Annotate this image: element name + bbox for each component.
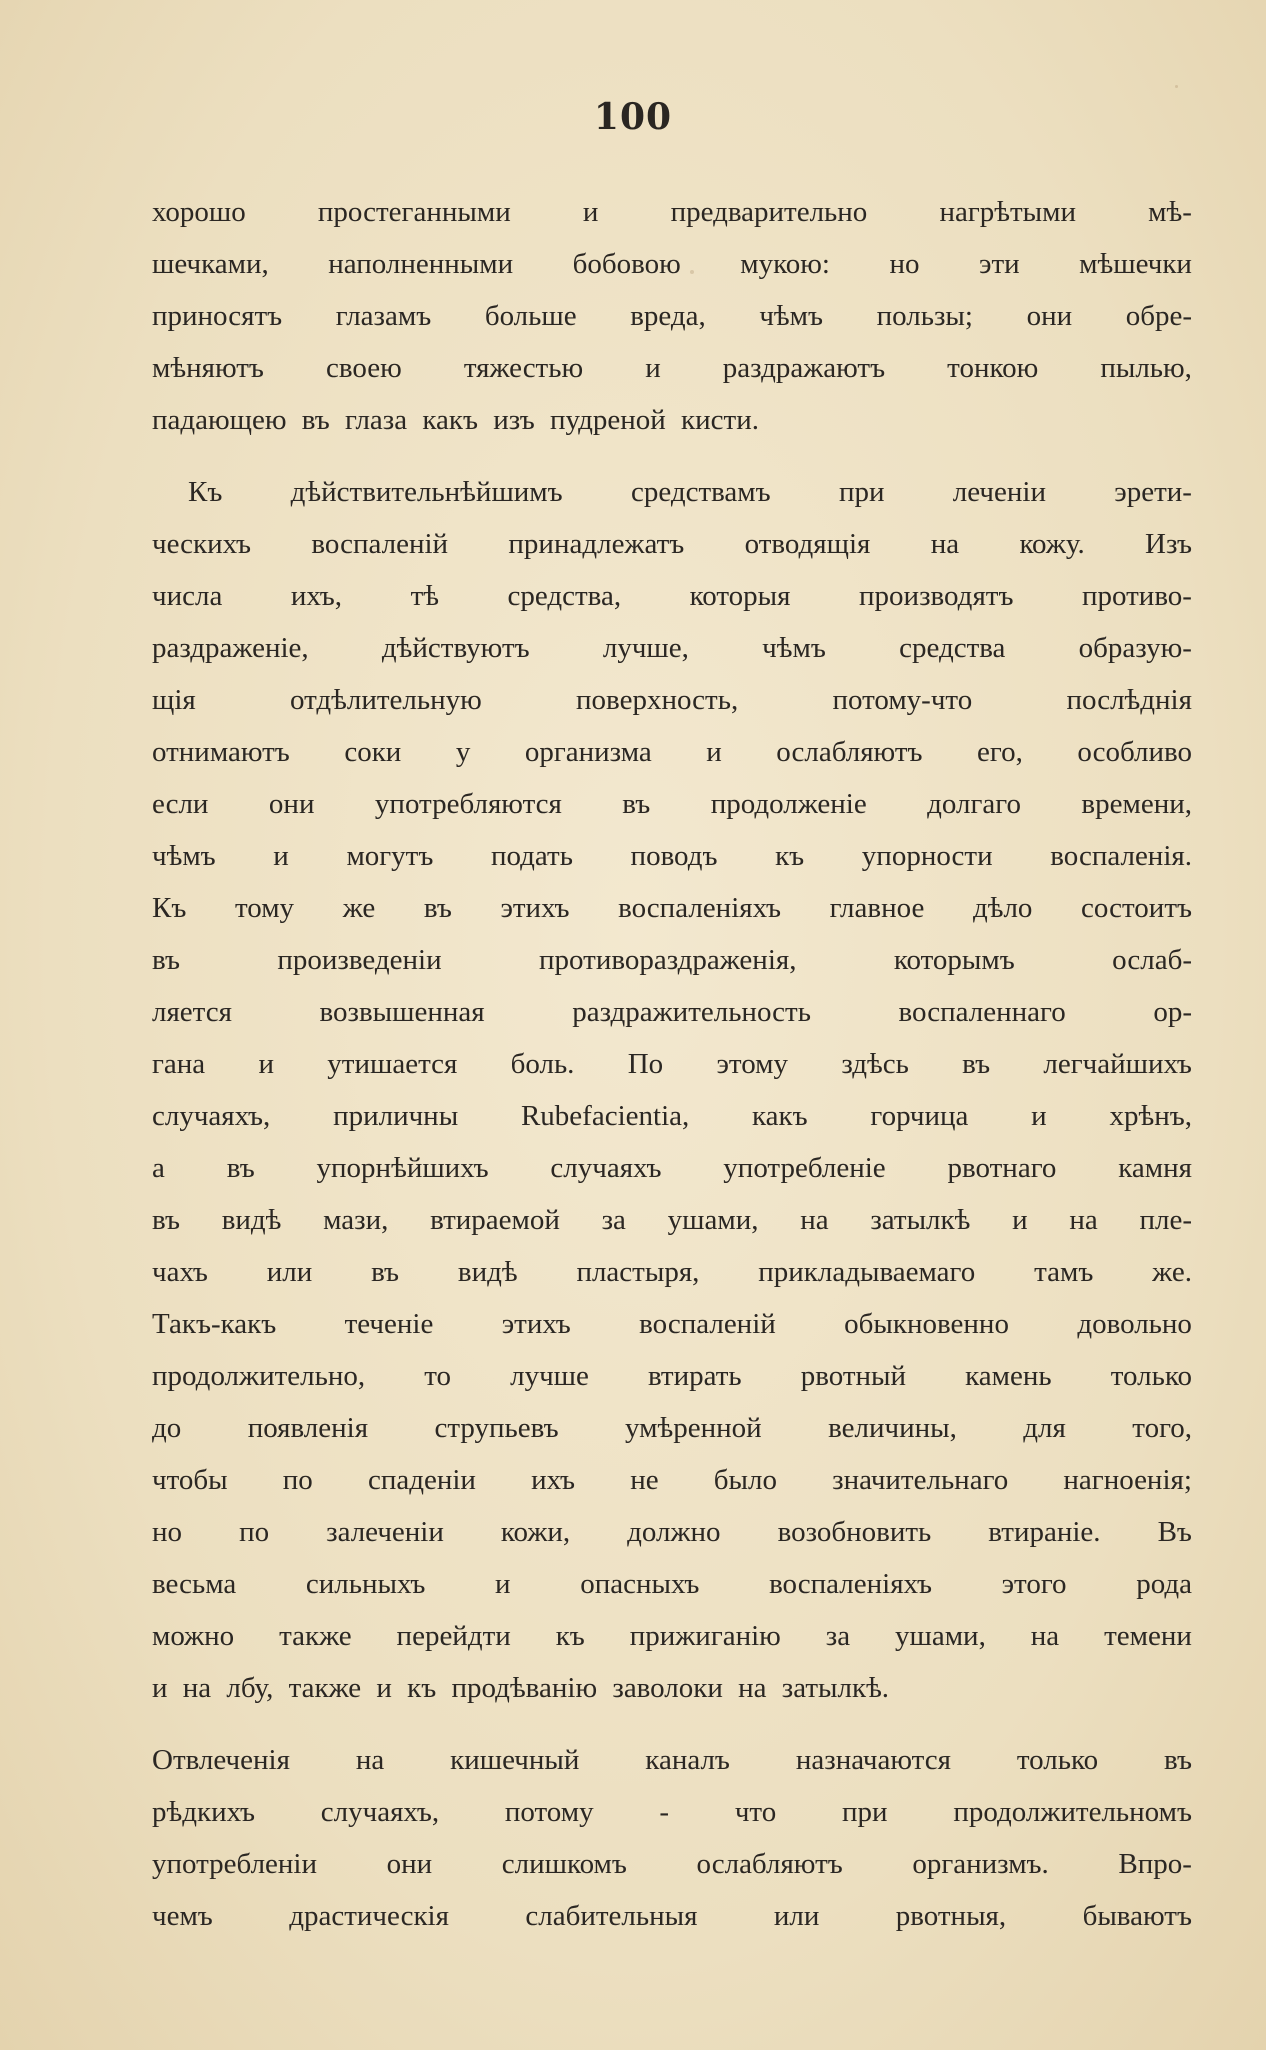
- word: или: [773, 1900, 820, 1932]
- word: появленія: [247, 1412, 369, 1444]
- word: мази,: [323, 1204, 389, 1236]
- word: этихъ: [501, 1308, 571, 1340]
- word: средства: [899, 632, 1006, 664]
- word: Впро-: [1118, 1848, 1192, 1880]
- word: отдѣлительную: [289, 684, 482, 716]
- word: тяжестью: [463, 352, 584, 384]
- word: кожу.: [1019, 528, 1085, 560]
- word: то: [424, 1360, 451, 1392]
- word: въ: [226, 1152, 255, 1184]
- word: сильныхъ: [305, 1568, 426, 1600]
- word: послѣднія: [1066, 684, 1192, 716]
- word: противораздраженія,: [539, 944, 797, 976]
- word: же.: [1152, 1256, 1192, 1288]
- word: чемъ: [152, 1900, 213, 1932]
- word: въ: [1164, 1744, 1192, 1776]
- text-line: [152, 622, 1192, 674]
- word: боль.: [510, 1048, 575, 1080]
- word: въ: [371, 1256, 400, 1288]
- word: по: [282, 1464, 313, 1496]
- word: употребленіе: [723, 1152, 886, 1184]
- word: темени: [1104, 1620, 1192, 1652]
- text-line: [152, 290, 1192, 342]
- word: воспаленій: [311, 528, 449, 560]
- word: чѣмъ: [152, 840, 216, 872]
- word: втираемой: [430, 1204, 560, 1236]
- text-line: [152, 830, 1192, 882]
- word: могутъ: [346, 840, 434, 872]
- word: Отвлеченія: [152, 1744, 290, 1776]
- word: поводъ: [630, 840, 718, 872]
- text-line: [152, 934, 1192, 986]
- word: прижиганію: [629, 1620, 781, 1652]
- word: они: [1026, 300, 1073, 332]
- word: употребленіи: [152, 1848, 318, 1880]
- word: рѣдкихъ: [152, 1796, 256, 1828]
- word: при: [842, 1796, 888, 1828]
- text-line: [152, 1610, 1192, 1662]
- word: пле-: [1139, 1204, 1192, 1236]
- word: -: [659, 1796, 670, 1828]
- word: на: [930, 528, 960, 560]
- word: и: [1031, 1100, 1047, 1132]
- paragraph-3: [152, 1734, 1192, 1942]
- word: втираніе.: [988, 1516, 1101, 1548]
- word: прикладываемаго: [758, 1256, 976, 1288]
- word: потому: [504, 1796, 594, 1828]
- word: обре-: [1125, 300, 1192, 332]
- word: которымъ: [893, 944, 1015, 976]
- word: мукою:: [740, 248, 830, 280]
- text-line: [152, 518, 1192, 570]
- word: организмъ.: [912, 1848, 1049, 1880]
- word: ихъ: [531, 1464, 576, 1496]
- word: своею: [325, 352, 402, 384]
- word: главное: [829, 892, 925, 924]
- word: продолжительномъ: [953, 1796, 1192, 1828]
- word: на: [355, 1744, 385, 1776]
- word: дѣйствительнѣйшимъ: [290, 476, 563, 508]
- text-line: [152, 1298, 1192, 1350]
- text-line: [152, 726, 1192, 778]
- word: средствамъ: [630, 476, 771, 508]
- word: употребляются: [374, 788, 562, 820]
- word: было: [713, 1464, 777, 1496]
- text-line: [152, 1786, 1192, 1838]
- paragraph-2: [152, 466, 1192, 1714]
- word: Такъ-какъ: [152, 1308, 277, 1340]
- word: при: [838, 476, 885, 508]
- text-line: [152, 1734, 1192, 1786]
- word: мѣшечки: [1079, 248, 1192, 280]
- word: Въ: [1157, 1516, 1192, 1548]
- word: этому: [716, 1048, 789, 1080]
- paper-speck: [1175, 85, 1178, 88]
- text-line: [152, 1350, 1192, 1402]
- text-line: [152, 186, 1192, 238]
- text-line: [152, 1090, 1192, 1142]
- word: и: [258, 1048, 274, 1080]
- word: этого: [1001, 1568, 1067, 1600]
- word: образую-: [1078, 632, 1192, 664]
- word: противо-: [1081, 580, 1192, 612]
- text-line: [152, 466, 1192, 518]
- word: хорошо: [152, 196, 246, 228]
- word: тонкою: [947, 352, 1039, 384]
- word: чахъ: [152, 1256, 208, 1288]
- word: драстическія: [289, 1900, 449, 1932]
- text-line: [152, 1402, 1192, 1454]
- word: наполненными: [328, 248, 514, 280]
- word: рвотныя,: [895, 1900, 1007, 1932]
- text-line: [152, 1038, 1192, 1090]
- text-line: [152, 1454, 1192, 1506]
- word: и: [495, 1568, 511, 1600]
- word: простеганными: [317, 196, 511, 228]
- word: перейдти: [396, 1620, 511, 1652]
- word: случаяхъ: [550, 1152, 662, 1184]
- word: подать: [490, 840, 573, 872]
- word: упорности: [861, 840, 993, 872]
- word: воспаленія.: [1050, 840, 1192, 872]
- word: за: [601, 1204, 626, 1236]
- word: воспаленнаго: [898, 996, 1066, 1028]
- word: поверхность,: [576, 684, 739, 716]
- word: ческихъ: [152, 528, 252, 560]
- word: щія: [152, 684, 196, 716]
- word: спаденіи: [367, 1464, 476, 1496]
- word: чтобы: [152, 1464, 228, 1496]
- word: довольно: [1077, 1308, 1192, 1340]
- text-line: [152, 986, 1192, 1038]
- word: легчайшихъ: [1043, 1048, 1192, 1080]
- word: тому: [234, 892, 295, 924]
- text-line: [152, 1838, 1192, 1890]
- word: и: [273, 840, 289, 872]
- word: гана: [152, 1048, 206, 1080]
- word: утишается: [327, 1048, 458, 1080]
- word: потому-что: [832, 684, 973, 716]
- word: эти: [979, 248, 1020, 280]
- word: камня: [1118, 1152, 1192, 1184]
- word: но: [152, 1516, 183, 1548]
- paragraph-1: [152, 186, 1192, 446]
- word: только: [1016, 1744, 1099, 1776]
- text-line: [152, 1194, 1192, 1246]
- word: чѣмъ: [762, 632, 826, 664]
- word: пылью,: [1100, 352, 1192, 384]
- word: воспаленіяхъ: [618, 892, 781, 924]
- word: струпьевъ: [434, 1412, 559, 1444]
- word: не: [630, 1464, 659, 1496]
- word: организма: [524, 736, 652, 768]
- word: слишкомъ: [501, 1848, 627, 1880]
- text-line: [152, 778, 1192, 830]
- word: дѣйствуютъ: [381, 632, 530, 664]
- word: ослаб-: [1112, 944, 1192, 976]
- word: принадлежатъ: [508, 528, 685, 560]
- word: его,: [977, 736, 1023, 768]
- page-number: 100: [593, 96, 673, 138]
- word: обыкновенно: [844, 1308, 1009, 1340]
- word: въ: [962, 1048, 991, 1080]
- word: или: [266, 1256, 313, 1288]
- word: только: [1110, 1360, 1192, 1392]
- word: которыя: [689, 580, 791, 612]
- word: теченіе: [344, 1308, 434, 1340]
- word: больше: [484, 300, 577, 332]
- word: упорнѣйшихъ: [316, 1152, 489, 1184]
- word: Къ: [188, 476, 223, 508]
- word: Rubefacientia,: [520, 1100, 690, 1132]
- word: Изъ: [1145, 528, 1192, 560]
- word: и: [1012, 1204, 1028, 1236]
- word: здѣсь: [841, 1048, 909, 1080]
- word: продолженіе: [710, 788, 867, 820]
- word: Къ: [152, 892, 187, 924]
- text-line: [152, 674, 1192, 726]
- word: ослабляютъ: [696, 1848, 843, 1880]
- word: для: [1023, 1412, 1066, 1444]
- word: лучше: [510, 1360, 589, 1392]
- word: пластыря,: [576, 1256, 700, 1288]
- word: втирать: [647, 1360, 742, 1392]
- word: соки: [344, 736, 402, 768]
- word: залеченіи: [326, 1516, 444, 1548]
- word: ослабляютъ: [776, 736, 923, 768]
- word: тамъ: [1034, 1256, 1094, 1288]
- word: на: [1069, 1204, 1098, 1236]
- word: особливо: [1077, 736, 1192, 768]
- word: и: [706, 736, 722, 768]
- word: средства,: [507, 580, 622, 612]
- word: случаяхъ,: [320, 1796, 440, 1828]
- word: чѣмъ: [759, 300, 824, 332]
- body-text: [152, 186, 1192, 1942]
- word: предварительно: [670, 196, 868, 228]
- text-line: [152, 238, 1192, 290]
- word: По: [627, 1048, 664, 1080]
- text-line: [152, 1142, 1192, 1194]
- word: что: [734, 1796, 777, 1828]
- word: каналъ: [645, 1744, 730, 1776]
- word: къ: [555, 1620, 585, 1652]
- word: бываютъ: [1082, 1900, 1192, 1932]
- word: бобовою: [572, 248, 681, 280]
- word: на: [800, 1204, 829, 1236]
- word: отводящія: [744, 528, 871, 560]
- word: ор-: [1153, 996, 1192, 1028]
- word: видѣ: [457, 1256, 518, 1288]
- word: долгаго: [927, 788, 1021, 820]
- text-line: [152, 1558, 1192, 1610]
- word: къ: [775, 840, 805, 872]
- word: если: [152, 788, 209, 820]
- word: затылкѣ: [870, 1204, 971, 1236]
- word: видѣ: [221, 1204, 282, 1236]
- text-line: и на лбу, также и къ продѣванію заволоки на затылкѣ.: [152, 1672, 890, 1704]
- word: возобновить: [777, 1516, 932, 1548]
- word: мѣняютъ: [152, 352, 264, 384]
- word: они: [386, 1848, 433, 1880]
- word: умѣренной: [625, 1412, 762, 1444]
- word: леченіи: [952, 476, 1046, 508]
- word: раздраженіе,: [152, 632, 309, 664]
- word: глазамъ: [335, 300, 432, 332]
- word: случаяхъ,: [152, 1100, 271, 1132]
- word: на: [1030, 1620, 1060, 1652]
- word: продолжительно,: [152, 1360, 366, 1392]
- word: по: [239, 1516, 270, 1548]
- word: можно: [152, 1620, 235, 1652]
- word: производятъ: [859, 580, 1014, 612]
- word: они: [268, 788, 315, 820]
- word: хрѣнъ,: [1109, 1100, 1192, 1132]
- word: въ: [152, 944, 180, 976]
- text-line: [152, 1246, 1192, 1298]
- word: ихъ,: [290, 580, 343, 612]
- word: кожи,: [500, 1516, 571, 1548]
- word: назначаются: [795, 1744, 951, 1776]
- word: вреда,: [630, 300, 706, 332]
- word: дѣло: [972, 892, 1033, 924]
- text-line: [152, 570, 1192, 622]
- word: какъ: [752, 1100, 808, 1132]
- word: ушами,: [895, 1620, 986, 1652]
- word: же: [342, 892, 376, 924]
- word: величины,: [828, 1412, 957, 1444]
- word: времени,: [1081, 788, 1192, 820]
- word: у: [455, 736, 471, 768]
- text-line: [152, 342, 1192, 394]
- word: этихъ: [500, 892, 570, 924]
- word: нагрѣтыми: [939, 196, 1077, 228]
- word: опасныхъ: [580, 1568, 700, 1600]
- word: кишечный: [450, 1744, 580, 1776]
- word: тѣ: [410, 580, 439, 612]
- word: числа: [152, 580, 223, 612]
- word: должно: [627, 1516, 721, 1548]
- word: и: [582, 196, 599, 228]
- word: отнимаютъ: [152, 736, 290, 768]
- word: въ: [152, 1204, 180, 1236]
- word: нагноенія;: [1063, 1464, 1192, 1496]
- word: въ: [423, 892, 452, 924]
- word: рвотный: [800, 1360, 907, 1392]
- word: воспаленій: [639, 1308, 776, 1340]
- word: рвотнаго: [947, 1152, 1057, 1184]
- word: того,: [1132, 1412, 1192, 1444]
- paper-speck: [560, 1695, 563, 1698]
- text-line: падающею въ глаза какъ изъ пудреной кисти.: [152, 404, 759, 436]
- word: и: [645, 352, 661, 384]
- word: воспаленіяхъ: [769, 1568, 932, 1600]
- word: до: [152, 1412, 182, 1444]
- word: камень: [965, 1360, 1052, 1392]
- word: раздражаютъ: [722, 352, 886, 384]
- word: раздражительность: [572, 996, 811, 1028]
- word: ушами,: [667, 1204, 759, 1236]
- word: состоитъ: [1081, 892, 1192, 924]
- word: произведеніи: [277, 944, 442, 976]
- word: эрети-: [1114, 476, 1192, 508]
- text-line: [152, 1506, 1192, 1558]
- word: возвышенная: [319, 996, 485, 1028]
- text-line: [152, 882, 1192, 934]
- word: пользы;: [876, 300, 973, 332]
- word: въ: [622, 788, 651, 820]
- text-line: [152, 1890, 1192, 1942]
- word: шечками,: [152, 248, 269, 280]
- word: весьма: [152, 1568, 237, 1600]
- word: значительнаго: [832, 1464, 1009, 1496]
- word: приносятъ: [152, 300, 283, 332]
- word: за: [825, 1620, 851, 1652]
- word: приличны: [333, 1100, 459, 1132]
- word: также: [279, 1620, 352, 1652]
- word: но: [889, 248, 920, 280]
- word: лучше,: [602, 632, 689, 664]
- word: мѣ-: [1148, 196, 1192, 228]
- word: а: [152, 1152, 165, 1184]
- word: горчица: [870, 1100, 969, 1132]
- paper-speck: [690, 270, 694, 274]
- word: рода: [1136, 1568, 1192, 1600]
- word: слабительныя: [525, 1900, 698, 1932]
- word: ляется: [152, 996, 232, 1028]
